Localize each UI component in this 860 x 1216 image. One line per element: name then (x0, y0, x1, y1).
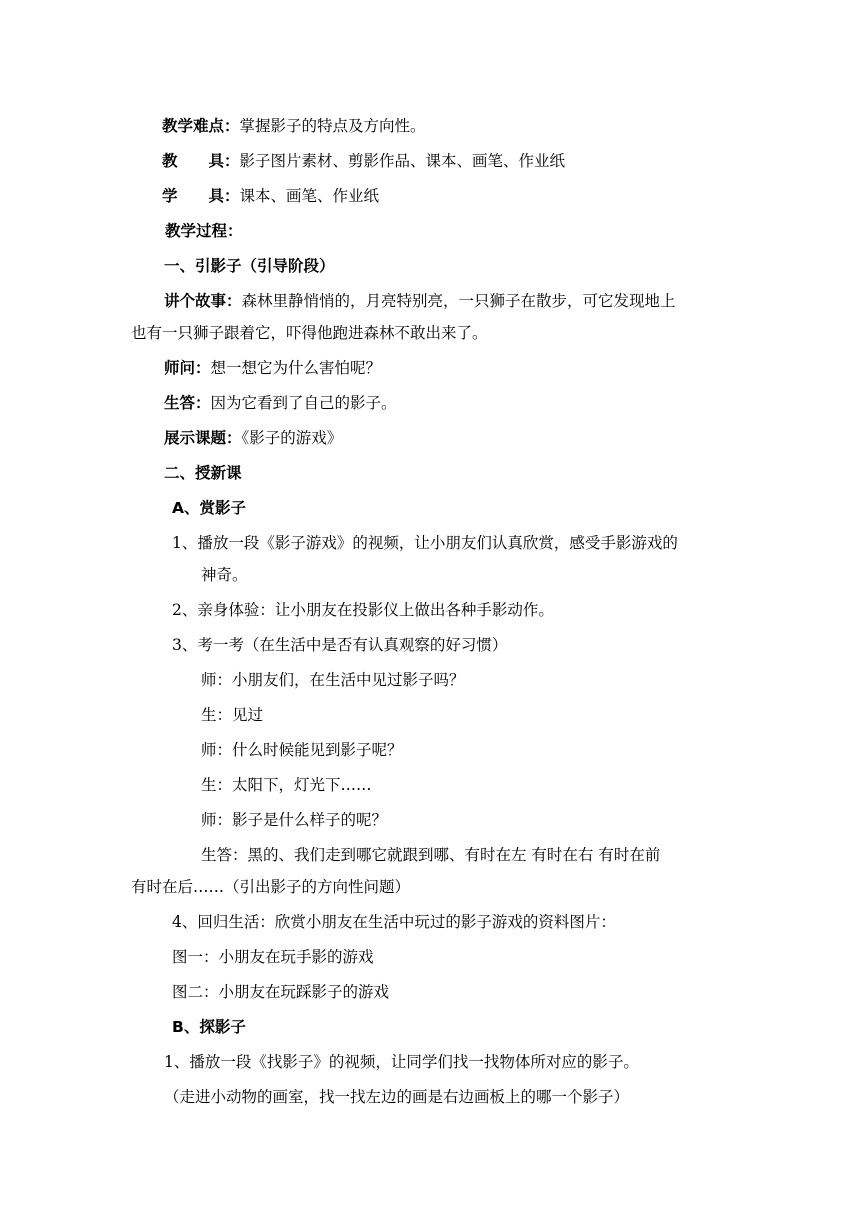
list-item-4 (172, 912, 616, 932)
label: 师问： (164, 359, 211, 377)
text: 图二：小朋友在玩踩影子的游戏 (172, 983, 390, 1001)
list-item-2 (172, 600, 554, 620)
list-item-1 (172, 533, 678, 553)
text: 想一想它为什么害怕呢？ (210, 359, 382, 377)
text: 影子图片素材、剪影作品、课本、画笔、作业纸 (239, 152, 566, 170)
text: 森林里静悄悄的，月亮特别亮，一只狮子在散步，可它发现地上 (241, 292, 676, 310)
label: B、探影子 (172, 1018, 246, 1036)
paragraph-teacher-question (164, 358, 381, 378)
text: 师：什么时候能见到影子呢？ (201, 741, 403, 759)
paragraph-teaching-aids (162, 151, 565, 171)
paragraph-note (164, 1087, 629, 1107)
text: 生：太阳下，灯光下…… (201, 776, 372, 794)
text: 4、回归生活：欣赏小朋友在生活中玩过的影子游戏的资料图片： (172, 913, 616, 931)
paragraph-key-difficulty (162, 116, 426, 136)
dialogue-line-continued (131, 877, 410, 897)
text: 师：影子是什么样子的呢？ (201, 811, 388, 829)
text: 2、亲身体验：让小朋友在投影仪上做出各种手影动作。 (172, 601, 554, 619)
figure-caption (172, 947, 374, 967)
heading-process (165, 221, 243, 241)
label: 教学过程： (165, 222, 243, 240)
label: 教 具： (162, 152, 240, 170)
text: 掌握影子的特点及方向性。 (239, 117, 426, 135)
text: 图一：小朋友在玩手影的游戏 (172, 948, 374, 966)
heading-section-1 (164, 256, 335, 276)
heading-subsection-b (172, 1017, 246, 1037)
label: 讲个故事： (164, 292, 242, 310)
text: 生答：黑的、我们走到哪它就跟到哪、有时在左 有时在右 有时在前 (201, 846, 661, 864)
figure-caption (172, 982, 389, 1002)
text: 师：小朋友们，在生活中见过影子吗？ (201, 671, 465, 689)
text: 也有一只狮子跟着它，吓得他跑进森林不敢出来了。 (131, 324, 488, 342)
label: A、赏影子 (172, 499, 246, 517)
paragraph-topic (164, 428, 342, 448)
text: 有时在后……（引出影子的方向性问题） (131, 878, 411, 896)
text: 1、播放一段《找影子》的视频，让同学们找一找物体所对应的影子。 (164, 1053, 639, 1071)
paragraph-student-answer (164, 393, 397, 413)
heading-subsection-a (172, 498, 246, 518)
text: 神奇。 (201, 566, 248, 584)
paragraph-story (164, 291, 676, 311)
text: 1、播放一段《影子游戏》的视频，让小朋友们认真欣赏，感受手影游戏的 (172, 534, 678, 552)
text: 因为它看到了自己的影子。 (210, 394, 397, 412)
label: 二、授新课 (164, 464, 242, 482)
label: 教学难点： (162, 117, 240, 135)
list-item-1-continued (201, 565, 248, 585)
heading-section-2 (164, 463, 242, 483)
dialogue-line (201, 705, 263, 725)
text: 3、考一考（在生活中是否有认真观察的好习惯） (172, 636, 508, 654)
paragraph-story-continued (131, 323, 488, 343)
label: 展示课题： (164, 429, 242, 447)
dialogue-line (201, 670, 465, 690)
dialogue-line (201, 845, 660, 865)
label: 学 具： (162, 187, 240, 205)
text: 生：见过 (201, 706, 264, 724)
paragraph-learning-aids (162, 186, 379, 206)
dialogue-line (201, 810, 387, 830)
dialogue-line (201, 775, 372, 795)
list-item-b1 (164, 1052, 639, 1072)
dialogue-line (201, 740, 403, 760)
list-item-3 (172, 635, 507, 655)
text: 《影子的游戏》 (241, 429, 343, 447)
text: 课本、画笔、作业纸 (239, 187, 380, 205)
text: （走进小动物的画室，找一找左边的画是右边画板上的哪一个影子） (164, 1088, 630, 1106)
label: 一、引影子（引导阶段） (164, 257, 335, 275)
label: 生答： (164, 394, 211, 412)
